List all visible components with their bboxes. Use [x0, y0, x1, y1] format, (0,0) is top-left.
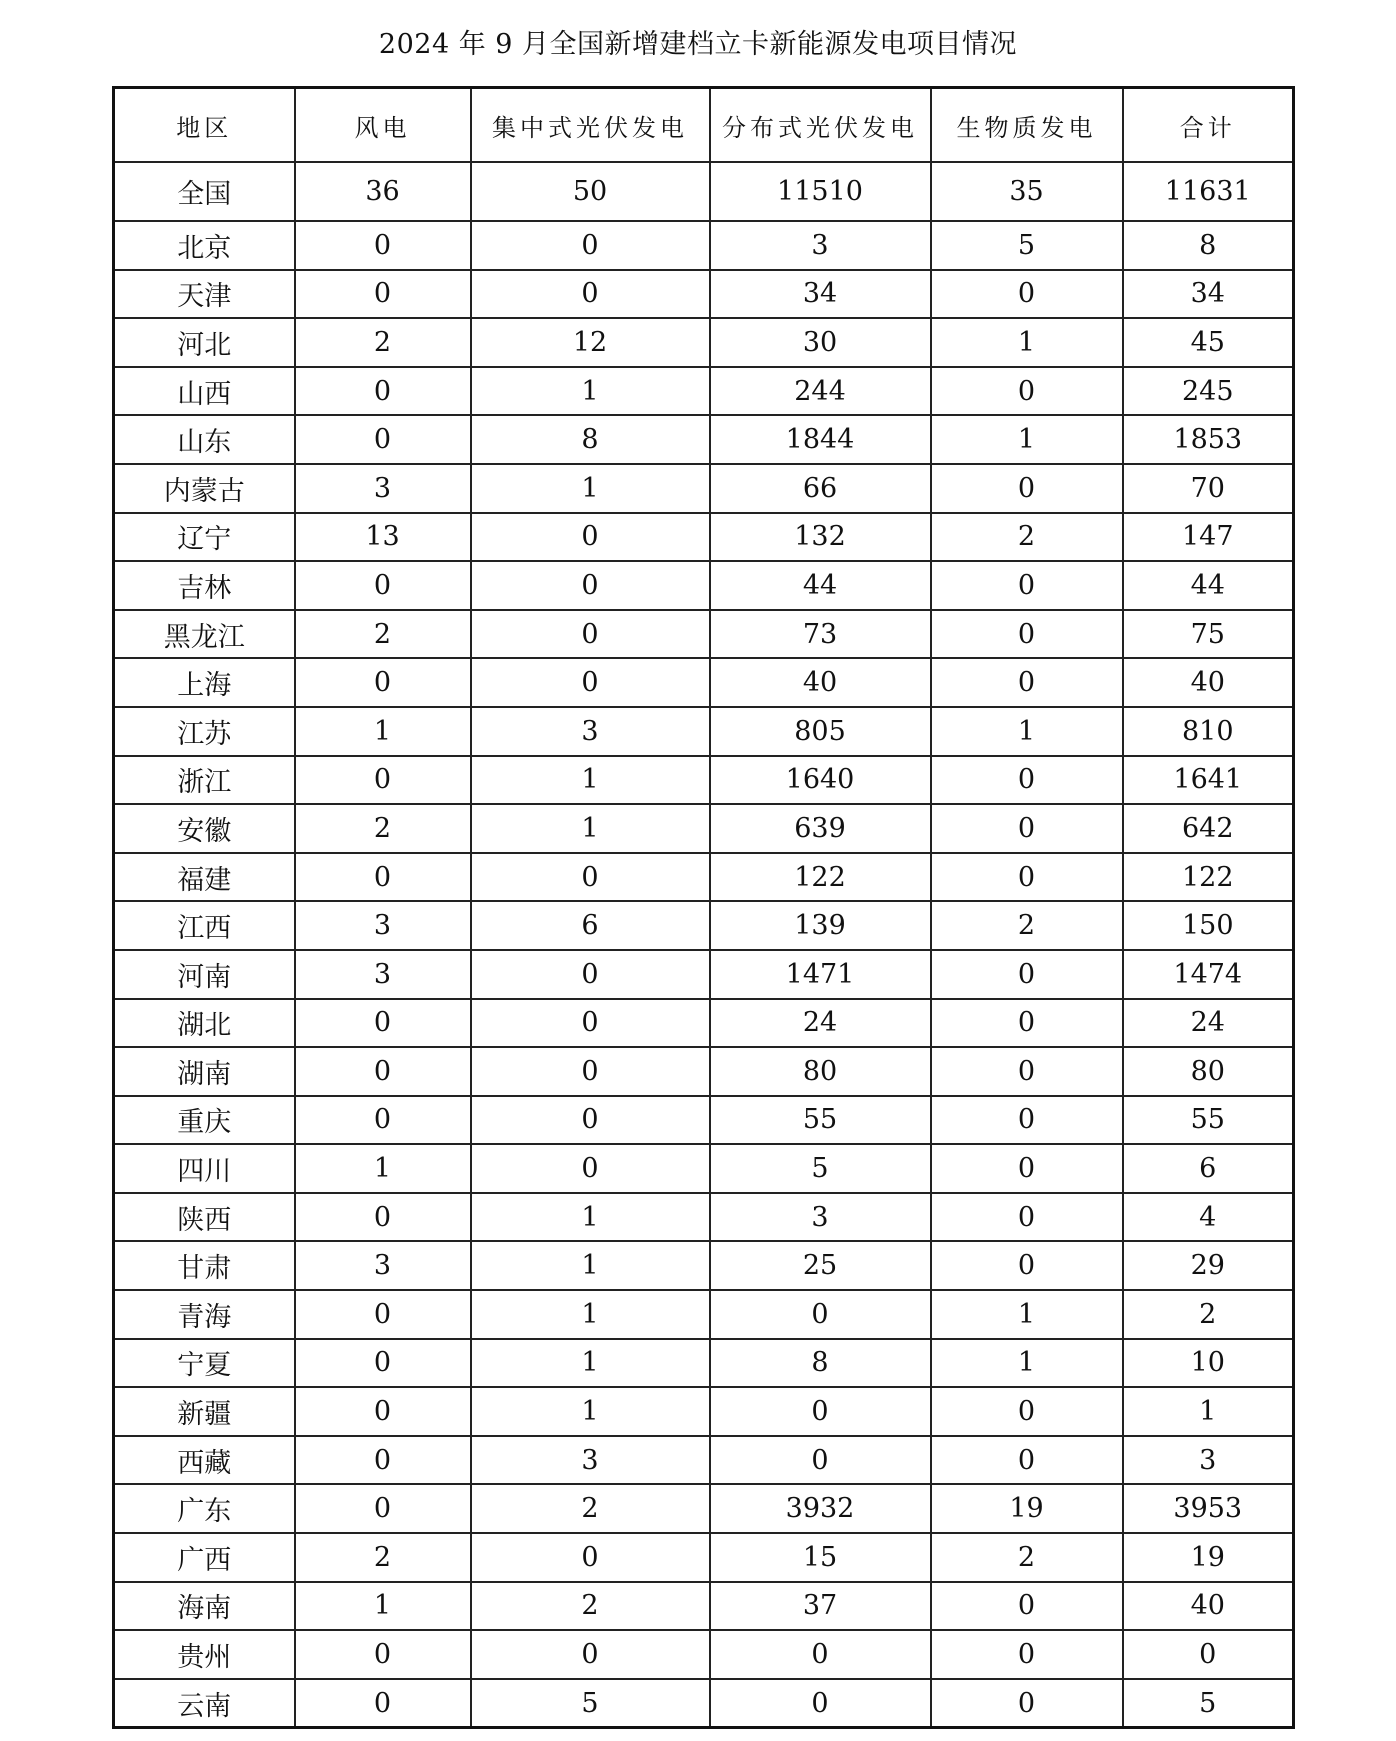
cell-total: 122: [1123, 853, 1294, 902]
cell-distributed-pv: 0: [710, 1679, 931, 1728]
cell-distributed-pv: 15: [710, 1533, 931, 1582]
cell-distributed-pv: 0: [710, 1436, 931, 1485]
cell-wind: 0: [295, 221, 471, 270]
cell-region: 山东: [114, 415, 295, 464]
table-row: [114, 367, 1294, 416]
cell-total: 55: [1123, 1096, 1294, 1145]
cell-biomass: 0: [931, 561, 1123, 610]
table-row: [114, 561, 1294, 610]
cell-total: 150: [1123, 901, 1294, 950]
cell-total: 29: [1123, 1241, 1294, 1290]
cell-total: 1641: [1123, 756, 1294, 805]
cell-biomass: 0: [931, 853, 1123, 902]
cell-centralized-pv: 0: [471, 513, 710, 562]
table-row: [114, 1096, 1294, 1145]
cell-wind: 1: [295, 707, 471, 756]
header-region: 地区: [114, 88, 295, 163]
cell-distributed-pv: 139: [710, 901, 931, 950]
cell-total: 4: [1123, 1193, 1294, 1242]
cell-region: 宁夏: [114, 1339, 295, 1388]
cell-distributed-pv: 30: [710, 318, 931, 367]
cell-wind: 0: [295, 1436, 471, 1485]
cell-total: 1474: [1123, 950, 1294, 999]
cell-distributed-pv: 37: [710, 1582, 931, 1631]
cell-region: 四川: [114, 1144, 295, 1193]
cell-biomass: 2: [931, 513, 1123, 562]
cell-region: 上海: [114, 658, 295, 707]
cell-centralized-pv: 0: [471, 610, 710, 659]
cell-wind: 3: [295, 901, 471, 950]
cell-region: 福建: [114, 853, 295, 902]
cell-region: 山西: [114, 367, 295, 416]
cell-centralized-pv: 0: [471, 1047, 710, 1096]
cell-wind: 13: [295, 513, 471, 562]
cell-centralized-pv: 1: [471, 1193, 710, 1242]
table-row: [114, 804, 1294, 853]
cell-distributed-pv: 1471: [710, 950, 931, 999]
table-row: [114, 658, 1294, 707]
cell-wind: 1: [295, 1582, 471, 1631]
table-row: [114, 1339, 1294, 1388]
cell-total: 19: [1123, 1533, 1294, 1582]
cell-centralized-pv: 0: [471, 1096, 710, 1145]
cell-wind: 0: [295, 1387, 471, 1436]
cell-total: 24: [1123, 999, 1294, 1048]
cell-centralized-pv: 0: [471, 950, 710, 999]
table-row: [114, 162, 1294, 221]
cell-centralized-pv: 2: [471, 1484, 710, 1533]
cell-centralized-pv: 1: [471, 1387, 710, 1436]
cell-biomass: 0: [931, 1582, 1123, 1631]
cell-wind: 0: [295, 415, 471, 464]
cell-distributed-pv: 80: [710, 1047, 931, 1096]
cell-biomass: 0: [931, 1679, 1123, 1728]
cell-distributed-pv: 25: [710, 1241, 931, 1290]
cell-wind: 1: [295, 1144, 471, 1193]
cell-region: 青海: [114, 1290, 295, 1339]
cell-centralized-pv: 50: [471, 162, 710, 221]
cell-wind: 3: [295, 1241, 471, 1290]
cell-biomass: 2: [931, 1533, 1123, 1582]
cell-region: 湖南: [114, 1047, 295, 1096]
table-row: [114, 415, 1294, 464]
cell-centralized-pv: 0: [471, 561, 710, 610]
table-row: [114, 756, 1294, 805]
cell-region: 河北: [114, 318, 295, 367]
header-wind: 风电: [295, 88, 471, 163]
cell-region: 甘肃: [114, 1241, 295, 1290]
cell-wind: 0: [295, 1339, 471, 1388]
cell-centralized-pv: 2: [471, 1582, 710, 1631]
cell-total: 40: [1123, 658, 1294, 707]
cell-biomass: 1: [931, 1339, 1123, 1388]
cell-wind: 2: [295, 610, 471, 659]
header-distributed-pv: 分布式光伏发电: [710, 88, 931, 163]
cell-total: 1853: [1123, 415, 1294, 464]
cell-distributed-pv: 244: [710, 367, 931, 416]
page-title: 2024 年 9 月全国新增建档立卡新能源发电项目情况: [378, 29, 1018, 60]
cell-wind: 0: [295, 1630, 471, 1679]
cell-biomass: 1: [931, 318, 1123, 367]
cell-centralized-pv: 0: [471, 270, 710, 319]
cell-total: 40: [1123, 1582, 1294, 1631]
cell-biomass: 0: [931, 756, 1123, 805]
cell-distributed-pv: 3: [710, 1193, 931, 1242]
cell-region: 北京: [114, 221, 295, 270]
table-row: [114, 1436, 1294, 1485]
cell-distributed-pv: 1640: [710, 756, 931, 805]
table-row: [114, 1484, 1294, 1533]
cell-total: 3953: [1123, 1484, 1294, 1533]
cell-wind: 3: [295, 464, 471, 513]
table-row: [114, 1387, 1294, 1436]
cell-centralized-pv: 1: [471, 1339, 710, 1388]
cell-distributed-pv: 122: [710, 853, 931, 902]
cell-total: 34: [1123, 270, 1294, 319]
table-row: [114, 270, 1294, 319]
cell-distributed-pv: 40: [710, 658, 931, 707]
cell-biomass: 0: [931, 270, 1123, 319]
cell-wind: 2: [295, 804, 471, 853]
cell-region: 江西: [114, 901, 295, 950]
cell-total: 0: [1123, 1630, 1294, 1679]
table-row: [114, 707, 1294, 756]
cell-distributed-pv: 8: [710, 1339, 931, 1388]
table-row: [114, 1241, 1294, 1290]
cell-region: 海南: [114, 1582, 295, 1631]
cell-total: 8: [1123, 221, 1294, 270]
cell-centralized-pv: 0: [471, 1144, 710, 1193]
cell-total: 1: [1123, 1387, 1294, 1436]
cell-region: 贵州: [114, 1630, 295, 1679]
cell-distributed-pv: 805: [710, 707, 931, 756]
cell-wind: 0: [295, 1679, 471, 1728]
cell-total: 5: [1123, 1679, 1294, 1728]
cell-region: 河南: [114, 950, 295, 999]
cell-total: 75: [1123, 610, 1294, 659]
cell-centralized-pv: 1: [471, 464, 710, 513]
data-table: [112, 86, 1295, 1729]
cell-wind: 0: [295, 270, 471, 319]
cell-wind: 0: [295, 1193, 471, 1242]
cell-wind: 0: [295, 999, 471, 1048]
cell-centralized-pv: 0: [471, 658, 710, 707]
table-row: [114, 513, 1294, 562]
table-row: [114, 318, 1294, 367]
cell-region: 辽宁: [114, 513, 295, 562]
cell-region: 重庆: [114, 1096, 295, 1145]
cell-region: 广东: [114, 1484, 295, 1533]
cell-biomass: 0: [931, 1387, 1123, 1436]
table-row: [114, 1533, 1294, 1582]
cell-biomass: 0: [931, 999, 1123, 1048]
cell-wind: 2: [295, 1533, 471, 1582]
table-row: [114, 1193, 1294, 1242]
header-centralized-pv: 集中式光伏发电: [471, 88, 710, 163]
table-row: [114, 1679, 1294, 1728]
cell-biomass: 0: [931, 464, 1123, 513]
cell-wind: 0: [295, 1484, 471, 1533]
cell-biomass: 19: [931, 1484, 1123, 1533]
table-row: [114, 1290, 1294, 1339]
cell-centralized-pv: 12: [471, 318, 710, 367]
cell-wind: 0: [295, 853, 471, 902]
cell-distributed-pv: 73: [710, 610, 931, 659]
cell-wind: 0: [295, 658, 471, 707]
cell-biomass: 1: [931, 1290, 1123, 1339]
cell-region: 内蒙古: [114, 464, 295, 513]
cell-distributed-pv: 55: [710, 1096, 931, 1145]
cell-centralized-pv: 0: [471, 1533, 710, 1582]
table-row: [114, 1630, 1294, 1679]
cell-centralized-pv: 1: [471, 756, 710, 805]
cell-region: 广西: [114, 1533, 295, 1582]
cell-centralized-pv: 0: [471, 999, 710, 1048]
cell-distributed-pv: 66: [710, 464, 931, 513]
table-row: [114, 221, 1294, 270]
cell-distributed-pv: 44: [710, 561, 931, 610]
table-row: [114, 999, 1294, 1048]
cell-total: 3: [1123, 1436, 1294, 1485]
cell-region: 全国: [114, 162, 295, 221]
cell-distributed-pv: 639: [710, 804, 931, 853]
cell-distributed-pv: 0: [710, 1290, 931, 1339]
cell-region: 安徽: [114, 804, 295, 853]
cell-distributed-pv: 24: [710, 999, 931, 1048]
cell-distributed-pv: 34: [710, 270, 931, 319]
table-row: [114, 853, 1294, 902]
cell-centralized-pv: 1: [471, 1290, 710, 1339]
cell-centralized-pv: 0: [471, 1630, 710, 1679]
cell-wind: 0: [295, 367, 471, 416]
cell-distributed-pv: 11510: [710, 162, 931, 221]
cell-region: 天津: [114, 270, 295, 319]
cell-total: 642: [1123, 804, 1294, 853]
cell-biomass: 1: [931, 707, 1123, 756]
cell-total: 80: [1123, 1047, 1294, 1096]
cell-wind: 3: [295, 950, 471, 999]
cell-region: 江苏: [114, 707, 295, 756]
cell-total: 6: [1123, 1144, 1294, 1193]
table-row: [114, 464, 1294, 513]
cell-wind: 0: [295, 1290, 471, 1339]
cell-total: 2: [1123, 1290, 1294, 1339]
cell-region: 陕西: [114, 1193, 295, 1242]
cell-region: 云南: [114, 1679, 295, 1728]
cell-biomass: 0: [931, 610, 1123, 659]
cell-centralized-pv: 0: [471, 853, 710, 902]
cell-biomass: 2: [931, 901, 1123, 950]
cell-region: 湖北: [114, 999, 295, 1048]
cell-biomass: 5: [931, 221, 1123, 270]
cell-biomass: 0: [931, 367, 1123, 416]
cell-biomass: 0: [931, 1047, 1123, 1096]
cell-biomass: 0: [931, 1144, 1123, 1193]
cell-total: 44: [1123, 561, 1294, 610]
cell-region: 黑龙江: [114, 610, 295, 659]
cell-centralized-pv: 6: [471, 901, 710, 950]
cell-distributed-pv: 1844: [710, 415, 931, 464]
cell-biomass: 0: [931, 1436, 1123, 1485]
cell-region: 西藏: [114, 1436, 295, 1485]
cell-biomass: 0: [931, 1096, 1123, 1145]
cell-region: 吉林: [114, 561, 295, 610]
cell-distributed-pv: 3932: [710, 1484, 931, 1533]
table-row: [114, 901, 1294, 950]
cell-distributed-pv: 0: [710, 1387, 931, 1436]
cell-wind: 36: [295, 162, 471, 221]
cell-biomass: 0: [931, 1241, 1123, 1290]
cell-biomass: 0: [931, 804, 1123, 853]
cell-biomass: 0: [931, 1630, 1123, 1679]
cell-distributed-pv: 5: [710, 1144, 931, 1193]
table-row: [114, 1582, 1294, 1631]
cell-distributed-pv: 3: [710, 221, 931, 270]
cell-centralized-pv: 1: [471, 804, 710, 853]
cell-wind: 0: [295, 1096, 471, 1145]
cell-centralized-pv: 1: [471, 1241, 710, 1290]
cell-total: 245: [1123, 367, 1294, 416]
header-total: 合计: [1123, 88, 1294, 163]
cell-total: 45: [1123, 318, 1294, 367]
table-row: [114, 1047, 1294, 1096]
cell-centralized-pv: 8: [471, 415, 710, 464]
cell-wind: 0: [295, 756, 471, 805]
cell-distributed-pv: 132: [710, 513, 931, 562]
cell-wind: 2: [295, 318, 471, 367]
table-row: [114, 610, 1294, 659]
cell-biomass: 1: [931, 415, 1123, 464]
cell-biomass: 35: [931, 162, 1123, 221]
cell-total: 147: [1123, 513, 1294, 562]
cell-region: 浙江: [114, 756, 295, 805]
header-biomass: 生物质发电: [931, 88, 1123, 163]
cell-distributed-pv: 0: [710, 1630, 931, 1679]
cell-centralized-pv: 0: [471, 221, 710, 270]
cell-centralized-pv: 3: [471, 1436, 710, 1485]
table-row: [114, 1144, 1294, 1193]
cell-total: 70: [1123, 464, 1294, 513]
cell-centralized-pv: 5: [471, 1679, 710, 1728]
table-row: [114, 950, 1294, 999]
cell-biomass: 0: [931, 1193, 1123, 1242]
cell-biomass: 0: [931, 950, 1123, 999]
cell-total: 11631: [1123, 162, 1294, 221]
cell-wind: 0: [295, 561, 471, 610]
cell-total: 10: [1123, 1339, 1294, 1388]
cell-centralized-pv: 1: [471, 367, 710, 416]
cell-total: 810: [1123, 707, 1294, 756]
header-row: [114, 88, 1294, 163]
cell-centralized-pv: 3: [471, 707, 710, 756]
cell-region: 新疆: [114, 1387, 295, 1436]
cell-wind: 0: [295, 1047, 471, 1096]
cell-biomass: 0: [931, 658, 1123, 707]
